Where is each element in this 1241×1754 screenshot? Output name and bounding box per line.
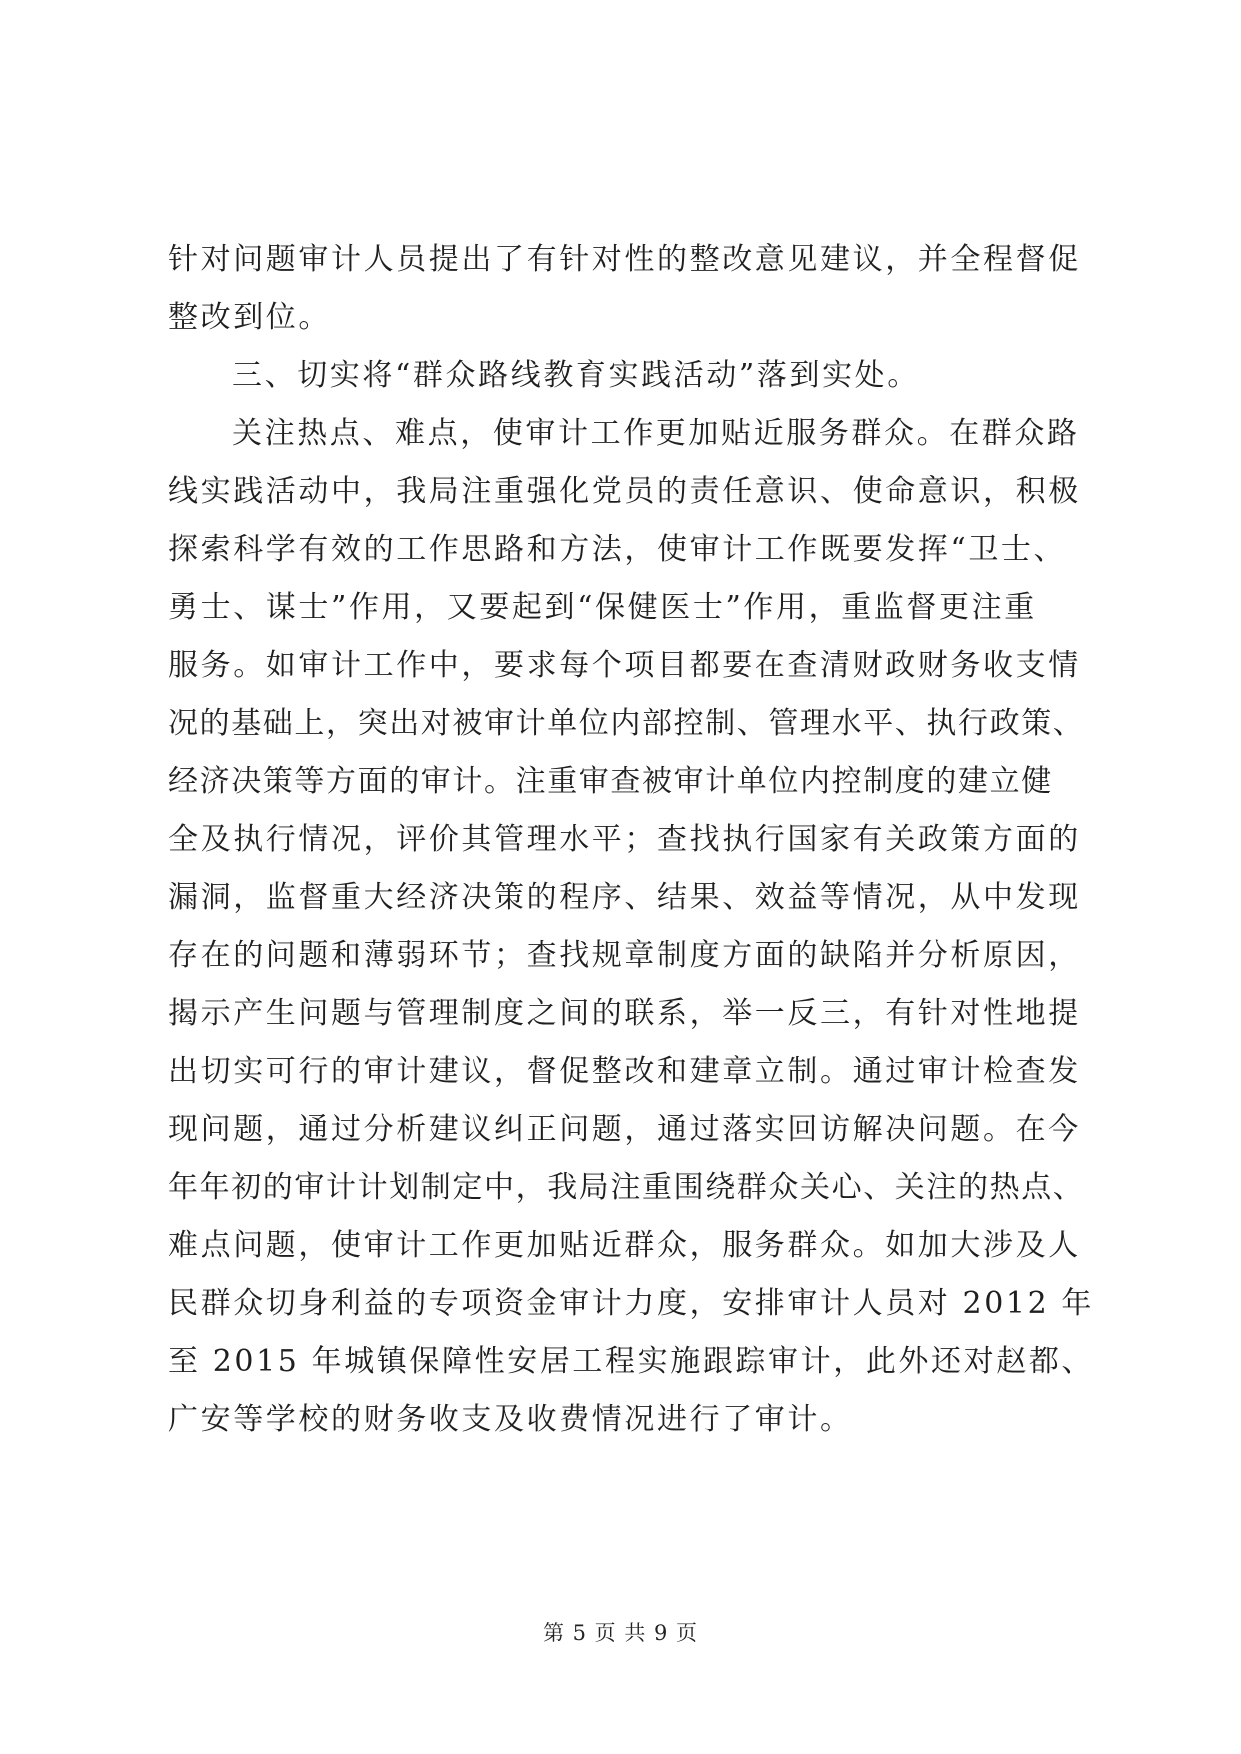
text-line: 出切实可行的审计建议，督促整改和建章立制。通过审计检查发	[168, 1054, 1081, 1089]
body-text	[168, 231, 1095, 1449]
text-line: 服务。如审计工作中，要求每个项目都要在查清财政财务收支情	[168, 648, 1081, 683]
section-heading: 三、切实将“群众路线教育实践活动”落到实处。	[232, 358, 920, 393]
paragraph-first-line: 关注热点、难点，使审计工作更加贴近服务群众。在群众路	[232, 416, 1080, 451]
text-line: 整改到位。	[168, 300, 331, 335]
text-line: 线实践活动中，我局注重强化党员的责任意识、使命意识，积极	[168, 474, 1081, 509]
text-line: 难点问题，使审计工作更加贴近群众，服务群众。如加大涉及人	[168, 1228, 1081, 1263]
text-line: 探索科学有效的工作思路和方法，使审计工作既要发挥“卫士、	[168, 532, 1067, 567]
text-line: 经济决策等方面的审计。注重审查被审计单位内控制度的建立健	[168, 764, 1053, 799]
text-line: 全及执行情况，评价其管理水平；查找执行国家有关政策方面的	[168, 822, 1081, 857]
text-line: 民群众切身利益的专项资金审计力度，安排审计人员对 2012 年	[168, 1286, 1095, 1321]
page-number-footer: 第 5 页 共 9 页	[542, 1621, 699, 1645]
text-line: 现问题，通过分析建议纠正问题，通过落实回访解决问题。在今	[168, 1112, 1081, 1147]
text-line: 广安等学校的财务收支及收费情况进行了审计。	[168, 1402, 853, 1437]
text-line: 至 2015 年城镇保障性安居工程实施跟踪审计，此外还对赵都、	[168, 1344, 1095, 1379]
text-line: 勇士、谋士”作用，又要起到“保健医士”作用，重监督更注重	[168, 590, 1037, 625]
text-line: 针对问题审计人员提出了有针对性的整改意见建议，并全程督促	[168, 242, 1081, 277]
text-line: 年年初的审计计划制定中，我局注重围绕群众关心、关注的热点、	[168, 1170, 1085, 1205]
text-line: 况的基础上，突出对被审计单位内部控制、管理水平、执行政策、	[168, 706, 1085, 741]
text-line: 揭示产生问题与管理制度之间的联系，举一反三，有针对性地提	[168, 996, 1081, 1031]
text-line: 漏洞，监督重大经济决策的程序、结果、效益等情况，从中发现	[168, 880, 1081, 915]
text-line: 存在的问题和薄弱环节；查找规章制度方面的缺陷并分析原因，	[168, 938, 1081, 973]
